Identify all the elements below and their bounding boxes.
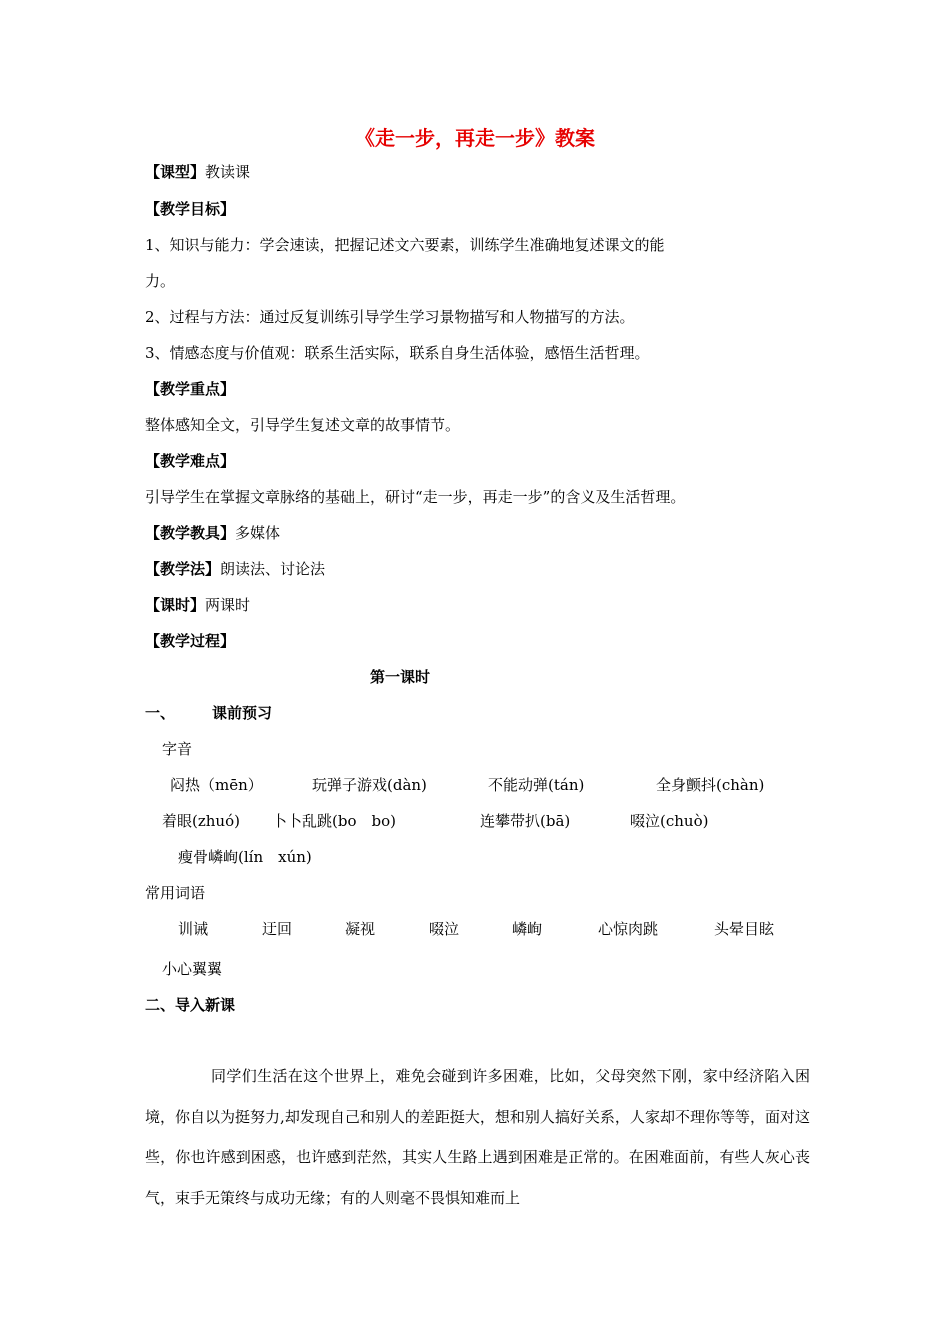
hours-label: 【课时】 (145, 596, 206, 614)
key-point-text: 整体感知全文，引导学生复述文章的故事情节。 (145, 416, 461, 434)
process-heading: 【教学过程】 (145, 632, 236, 650)
pronunciation-item: 玩弹子游戏(dàn) (312, 776, 427, 794)
intro-paragraph: 同学们生活在这个世界上，难免会碰到许多困难，比如，父母突然下刚，家中经济陷入困境，你自以为挺努力,却发现自己和别人的差距挺大，想和别人搞好关系，人家却不理你等等，面对这些，你也许感到困惑，也许感到茫然，其实人生路上遇到困难是正常的。在困难面前，有些人灰心丧气，束手无策终与成功无缘；有的人则毫不畏惧知难而上 (145, 1067, 810, 1207)
goal-item-3: 3、情感态度与价值观：联系生活实际，联系自身生活体验，感悟生活哲理。 (145, 344, 650, 362)
pronunciation-item: 瘦骨嶙峋(lín xún) (178, 848, 312, 866)
tools-line (145, 523, 280, 543)
pronunciation-item: 啜泣(chuò) (630, 812, 709, 830)
hours-value: 两课时 (205, 596, 251, 614)
section1-number: 一、 (145, 704, 176, 722)
lesson-type-value: 教读课 (205, 163, 251, 181)
key-point-heading: 【教学重点】 (145, 380, 236, 398)
method-line (145, 559, 325, 579)
pronunciation-item: 连攀带扒(bā) (480, 812, 571, 830)
method-label: 【教学法】 (145, 560, 221, 578)
pronunciation-item: 全身颤抖(chàn) (656, 776, 765, 794)
pronunciation-item: 闷热（mēn） (170, 776, 263, 794)
goals-heading: 【教学目标】 (145, 200, 236, 218)
vocab-item: 迂回 (262, 920, 293, 938)
hours-line (145, 595, 250, 615)
vocab-item: 头晕目眩 (714, 920, 775, 938)
section1-title: 课前预习 (212, 704, 273, 722)
goal-item-2: 2、过程与方法：通过反复训练引导学生学习景物描写和人物描写的方法。 (145, 308, 635, 326)
vocab-item: 凝视 (345, 920, 376, 938)
goal-item-1a: 1、知识与能力：学会速读，把握记述文六要素，训练学生准确地复述课文的能 (145, 236, 665, 254)
tools-value: 多媒体 (235, 524, 281, 542)
section2-title: 二、导入新课 (145, 996, 236, 1014)
vocab-item: 小心翼翼 (162, 960, 223, 978)
vocab-item: 嶙峋 (512, 920, 543, 938)
difficulty-text: 引导学生在掌握文章脉络的基础上，研讨“走一步，再走一步”的含义及生活哲理。 (145, 488, 686, 506)
pronunciation-item: 卜卜乱跳(bo bo) (272, 812, 396, 830)
goal-item-1b: 力。 (145, 272, 176, 290)
tools-label: 【教学教具】 (145, 524, 236, 542)
lesson-type-label: 【课型】 (145, 163, 206, 181)
pronunciation-item: 不能动弹(tán) (488, 776, 585, 794)
lesson-type-line (145, 162, 250, 182)
method-value: 朗读法、讨论法 (220, 560, 326, 578)
vocab-item: 啜泣 (429, 920, 460, 938)
pronunciation-heading: 字音 (162, 740, 193, 758)
pronunciation-item: 着眼(zhuó) (162, 812, 240, 830)
first-period-heading: 第一课时 (370, 668, 431, 686)
document-title: 《走一步，再走一步》教案 (355, 126, 595, 150)
difficulty-heading: 【教学难点】 (145, 452, 236, 470)
vocab-item: 心惊肉跳 (598, 920, 659, 938)
vocab-item: 训诫 (178, 920, 209, 938)
vocab-heading: 常用词语 (145, 884, 206, 902)
